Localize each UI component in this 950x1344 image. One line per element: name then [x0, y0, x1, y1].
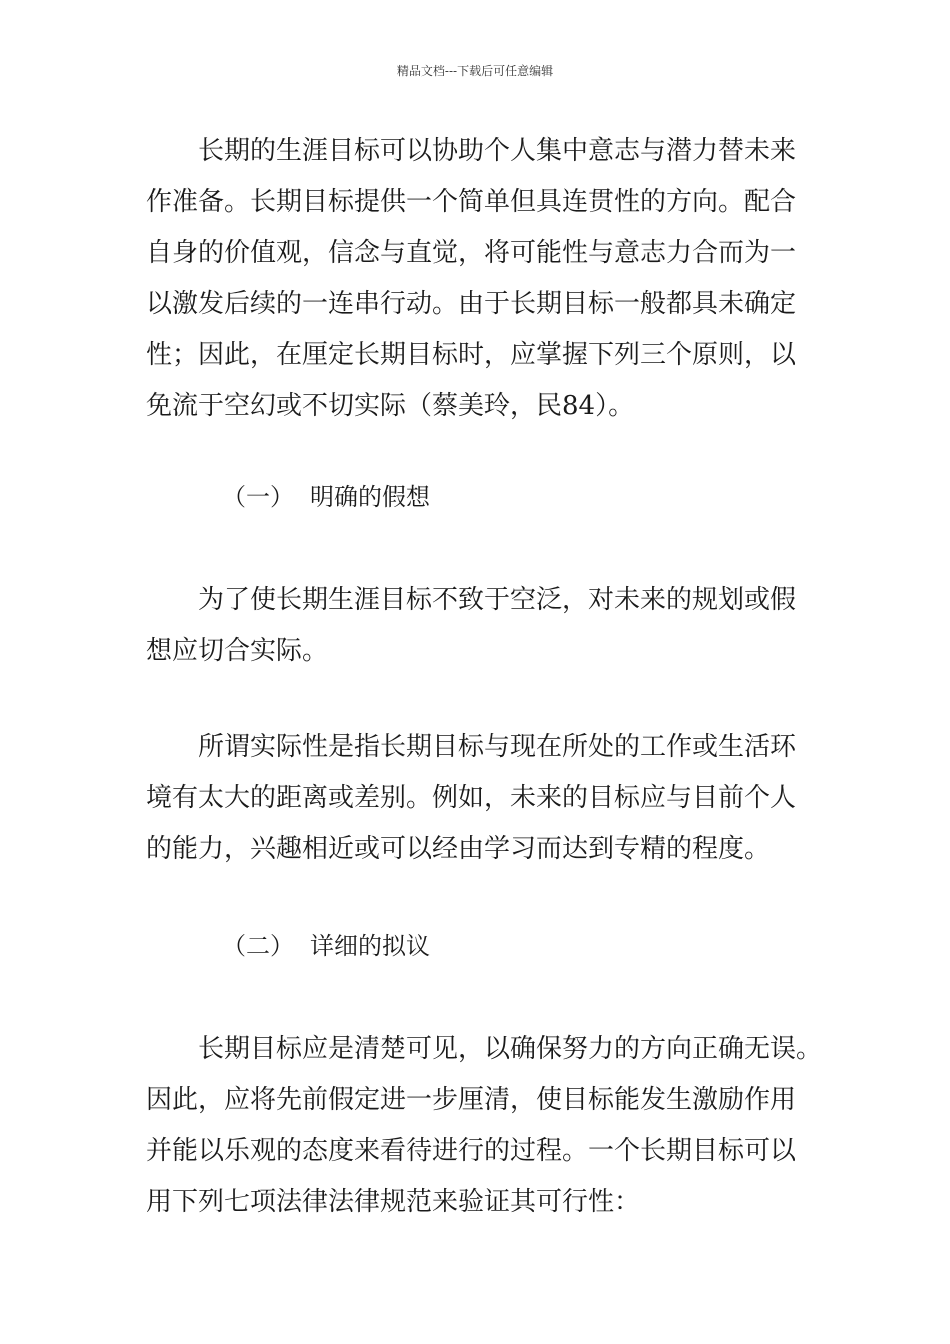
section-heading-2	[222, 926, 430, 966]
paragraph-line: 自身的价值观，信念与直觉，将可能性与意志力合而为一	[146, 238, 797, 268]
page-header: 精品文档---下载后可任意编辑	[396, 64, 554, 78]
paragraph-line: 想应切合实际。	[146, 636, 329, 666]
paragraph-clarity	[146, 1024, 836, 1228]
section-marker: （一）	[222, 483, 294, 511]
section-heading-1	[222, 477, 430, 517]
paragraph-realistic-planning	[146, 575, 836, 677]
paragraph-line: 免流于空幻或不切实际（蔡美玲，民84）。	[146, 391, 635, 421]
paragraph-line: 并能以乐观的态度来看待进行的过程。一个长期目标可以	[146, 1136, 797, 1166]
paragraph-long-term-goals	[146, 126, 836, 432]
paragraph-line: 的能力，兴趣相近或可以经由学习而达到专精的程度。	[146, 834, 771, 864]
paragraph-line: 长期目标应是清楚可见，以确保努力的方向正确无误。	[146, 1034, 823, 1064]
paragraph-line: 所谓实际性是指长期目标与现在所处的工作或生活环	[146, 732, 797, 762]
paragraph-line: 用下列七项法律法律规范来验证其可行性：	[146, 1187, 641, 1217]
section-title: 明确的假想	[310, 483, 430, 511]
section-marker: （二）	[222, 932, 294, 960]
paragraph-line: 长期的生涯目标可以协助个人集中意志与潜力替未来	[146, 136, 797, 166]
paragraph-line: 性；因此，在厘定长期目标时，应掌握下列三个原则，以	[146, 340, 797, 370]
paragraph-line: 境有太大的距离或差别。例如，未来的目标应与目前个人	[146, 783, 797, 813]
section-title: 详细的拟议	[310, 932, 430, 960]
paragraph-line: 作准备。长期目标提供一个简单但具连贯性的方向。配合	[146, 187, 797, 217]
paragraph-line: 因此，应将先前假定进一步厘清，使目标能发生激励作用	[146, 1085, 797, 1115]
paragraph-line: 以激发后续的一连串行动。由于长期目标一般都具未确定	[146, 289, 797, 319]
paragraph-practicality	[146, 722, 836, 875]
paragraph-line: 为了使长期生涯目标不致于空泛，对未来的规划或假	[146, 585, 797, 615]
